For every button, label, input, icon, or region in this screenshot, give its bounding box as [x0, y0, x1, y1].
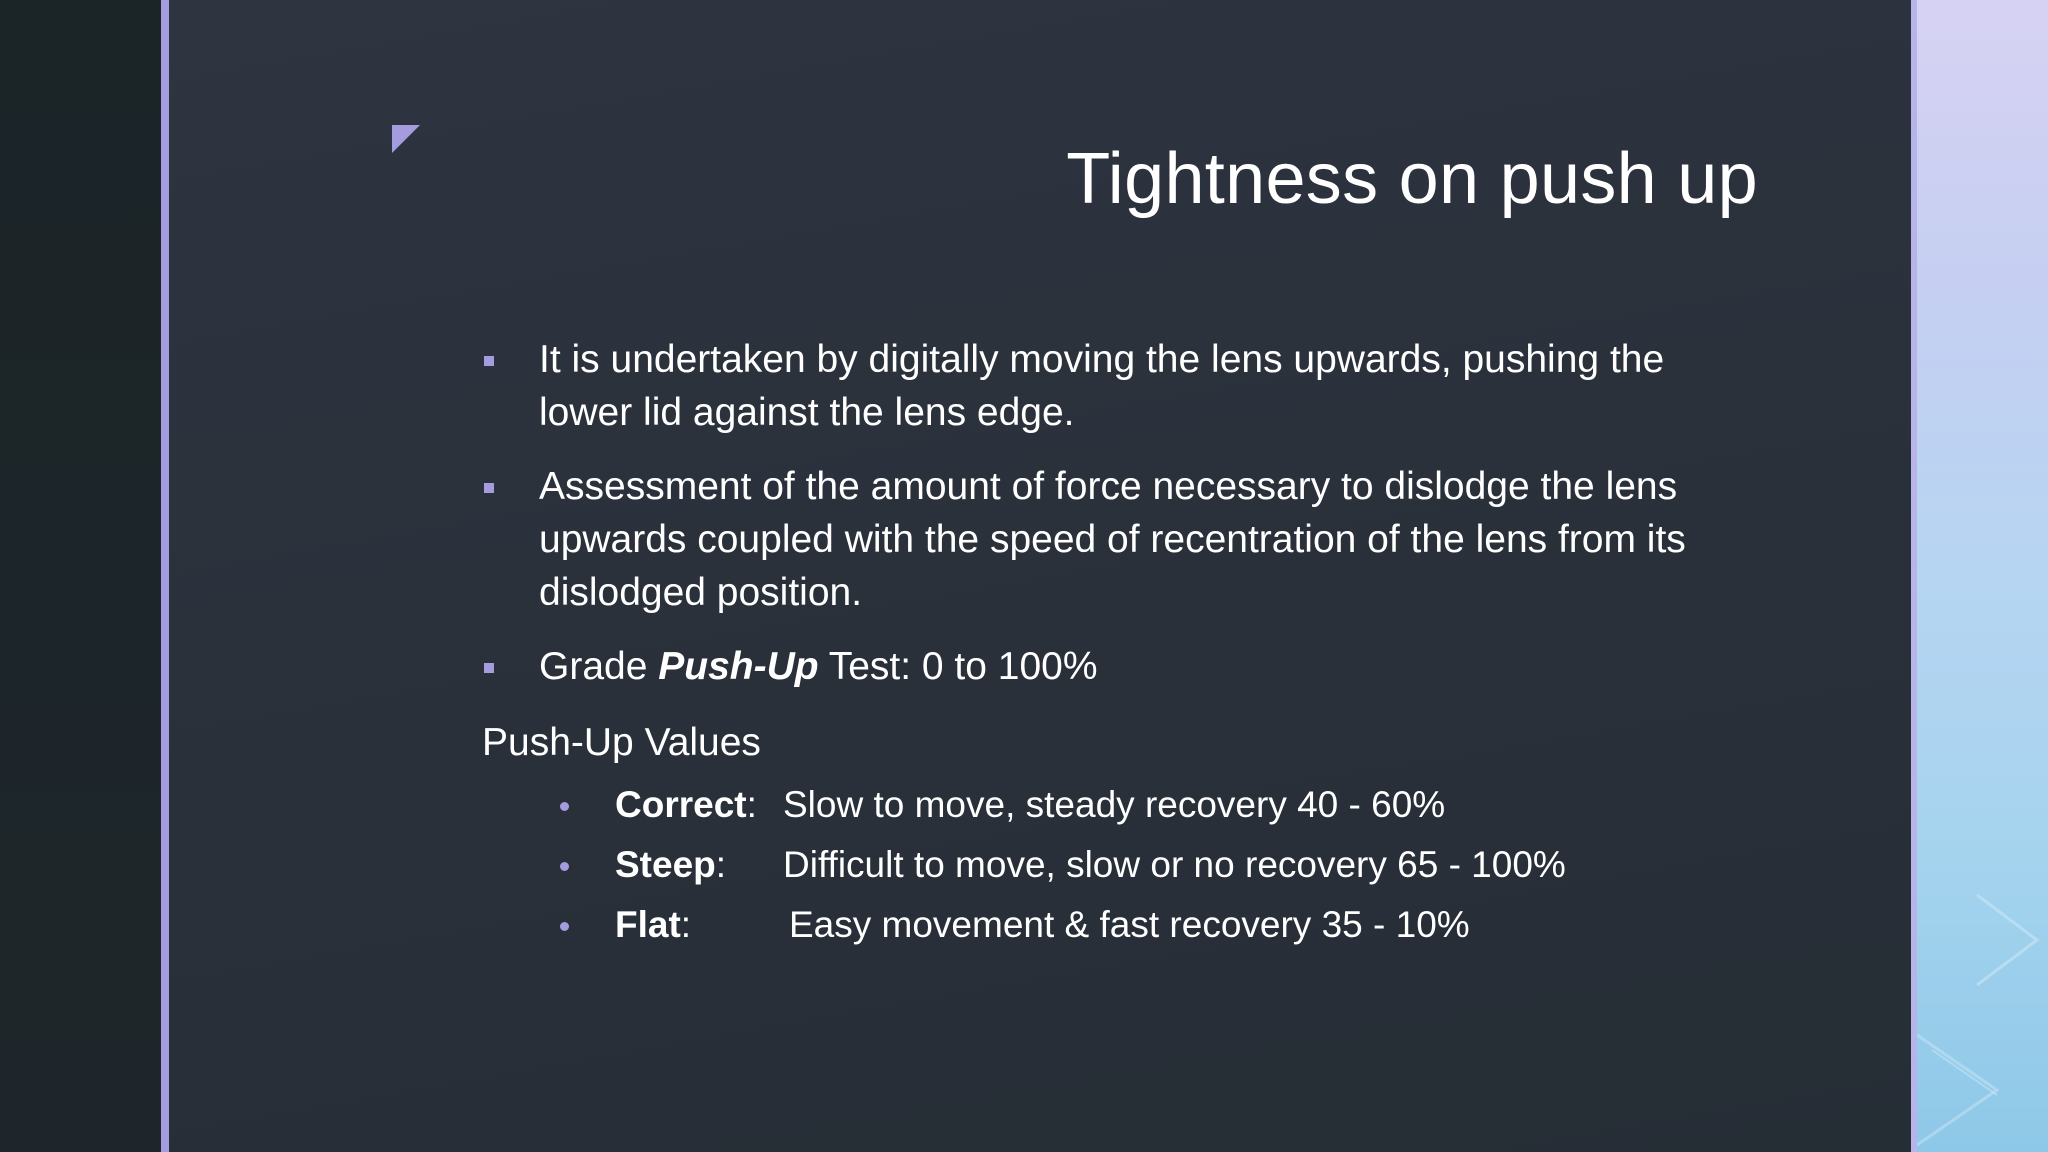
bullet-prefix: Grade	[539, 645, 659, 688]
square-bullet-icon	[484, 483, 494, 493]
bullet-list	[482, 333, 1752, 714]
bullet-item	[482, 333, 1752, 439]
dot-bullet-icon	[560, 802, 569, 811]
value-name: Flat:	[615, 904, 692, 945]
right-gradient-band	[1917, 0, 2048, 1152]
push-up-values-heading: Push-Up Values	[482, 721, 761, 764]
square-bullet-icon	[484, 663, 494, 673]
value-description: Easy movement & fast recovery 35 - 10%	[789, 904, 1470, 945]
value-description: Difficult to move, slow or no recovery 65 - 100%	[783, 844, 1566, 885]
left-accent-rule	[161, 0, 169, 1152]
bullet-item	[482, 460, 1752, 619]
bullet-emphasis: Push-Up	[658, 645, 819, 688]
dot-bullet-icon	[560, 862, 569, 871]
triangle-corner-icon	[392, 125, 420, 153]
slide-title: Tightness on push up	[1066, 139, 1758, 219]
square-bullet-icon	[484, 356, 494, 366]
dot-bullet-icon	[560, 922, 569, 931]
bullet-item	[482, 640, 1752, 693]
bullet-suffix: Test: 0 to 100%	[818, 645, 1098, 688]
value-name: Correct:	[615, 784, 757, 825]
bullet-text	[539, 640, 1752, 693]
chevron-pattern-icon	[1917, 0, 2048, 1152]
left-dark-band	[0, 0, 161, 1152]
bullet-text: Assessment of the amount of force necessary to dislodge the lens upwards coupled with the speed of recentration of the lens from its dislodged position.	[539, 465, 1686, 614]
value-name: Steep:	[615, 844, 727, 885]
value-description: Slow to move, steady recovery 40 - 60%	[783, 784, 1446, 825]
bullet-text: It is undertaken by digitally moving the lens upwards, pushing the lower lid against the lens edge.	[539, 338, 1665, 434]
